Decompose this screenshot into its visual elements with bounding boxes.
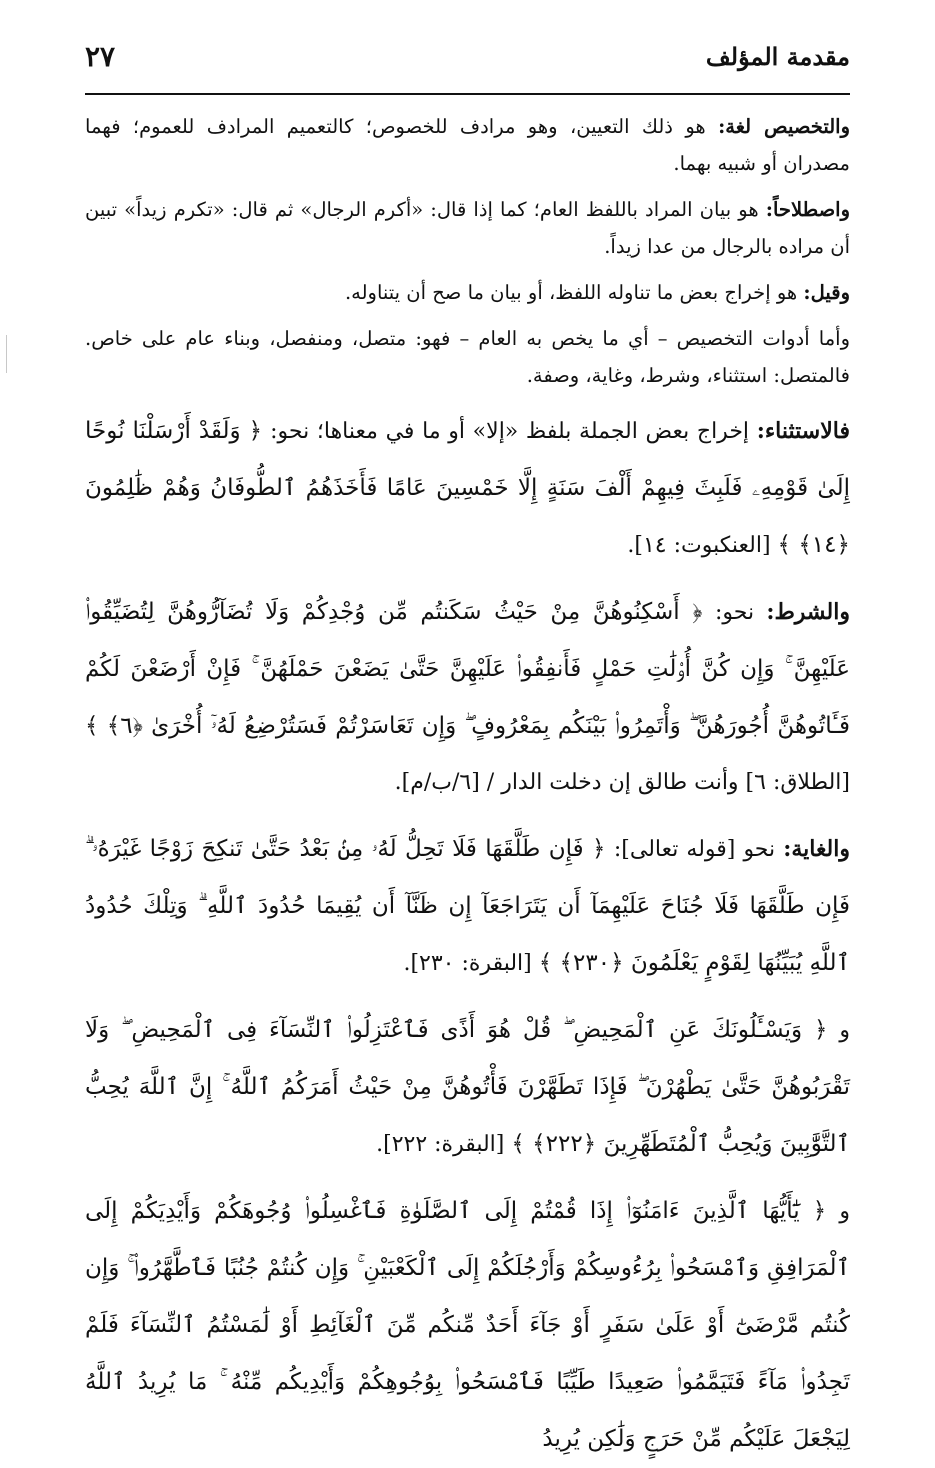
paragraph-takhsis-lugha (85, 108, 850, 182)
paragraph-text: و (839, 1018, 850, 1043)
quran-verse: ﴿ أَسْكِنُوهُنَّ مِنْ حَيْثُ سَكَنتُم مِّن وُجْدِكُمْ وَلَا تُضَآرُّوهُنَّ لِتُضَيِّقُوا۟ عَلَيْهِنَّ ۚ وَإِن كُنَّ أُو۟لَٰتِ حَمْلٍ فَأَنفِقُوا۟ عَلَيْهِنَّ حَتَّىٰ يَضَعْنَ حَمْلَهُنَّ ۚ فَإِنْ أَرْضَعْنَ لَكُمْ فَـَٔاتُوهُنَّ أُجُورَهُنَّ ۖ وَأْتَمِرُوا۟ بَيْنَكُم بِمَعْرُوفٍ ۖ وَإِن تَعَاسَرْتُمْ فَسَتُرْضِعُ لَهُۥٓ أُخْرَىٰ ﴿٦﴾ ﴾ (85, 599, 851, 739)
paragraph-text: وأما أدوات التخصيص – أي ما يخص به العام – فهو: متصل، ومنفصل، وبناء عام على خاص. فالمتصل: استثناء، وشرط، وغاية، وصفة. (85, 327, 850, 387)
quran-verse: ﴿ وَيَسْـَٔلُونَكَ عَنِ ٱلْمَحِيضِ ۖ قُلْ هُوَ أَذًى فَٱعْتَزِلُوا۟ ٱلنِّسَآءَ فِى ٱلْمَحِيضِ ۖ وَلَا تَقْرَبُوهُنَّ حَتَّىٰ يَطْهُرْنَ ۖ فَإِذَا تَطَهَّرْنَ فَأْتُوهُنَّ مِنْ حَيْثُ أَمَرَكُمُ ٱللَّهُ ۚ إِنَّ ٱللَّهَ يُحِبُّ ٱلتَّوَّٰبِينَ وَيُحِبُّ ٱلْمُتَطَهِّرِينَ ﴿٢٢٢﴾ ﴾ (85, 1017, 850, 1157)
scan-mark (6, 335, 7, 373)
paragraph-shart (85, 584, 850, 811)
term-heading: والتخصيص لغة: (718, 115, 850, 138)
term-heading: واصطلاحاً: (765, 198, 850, 221)
paragraph-text: هو ذلك التعيين، وهو مرادف للخصوص؛ كالتعميم المرادف للعموم؛ فهما مصدران أو شبيه بهما. (85, 115, 850, 175)
paragraph-istithna (85, 403, 850, 574)
paragraph-text: إخراج بعض الجملة بلفظ «إلا» أو ما في معناها؛ نحو: (270, 419, 757, 444)
verse-reference: [الطلاق: ٦] وأنت طالق إن دخلت الدار / [٦/ب/م]. (394, 770, 850, 795)
paragraph-text: هو إخراج بعض ما تناوله اللفظ، أو بيان ما صح أن يتناوله. (344, 281, 804, 304)
running-head: مقدمة المؤلف (705, 42, 850, 71)
paragraph-wudu (85, 1183, 850, 1468)
paragraph-qila (85, 274, 850, 311)
quran-verse: ﴿ وَلَقَدْ أَرْسَلْنَا نُوحًا إِلَىٰ قَوْمِهِۦ فَلَبِثَ فِيهِمْ أَلْفَ سَنَةٍ إِلَّا خَمْسِينَ عَامًا فَأَخَذَهُمُ ٱلطُّوفَانُ وَهُمْ ظَٰلِمُونَ ﴿١٤﴾ ﴾ (85, 418, 850, 558)
verse-reference: [العنكبوت: ١٤]. (627, 533, 778, 558)
paragraph-text: هو بيان المراد باللفظ العام؛ كما إذا قال: «أكرم الرجال» ثم قال: «تكرم زيداً» تبين أن مراده بالرجال من عدا زيداً. (85, 198, 850, 258)
paragraph-ghaya (85, 821, 850, 992)
quran-verse: ﴿ فَإِن طَلَّقَهَا فَلَا تَحِلُّ لَهُۥ مِنۢ بَعْدُ حَتَّىٰ تَنكِحَ زَوْجًا غَيْرَهُۥ ۗ فَإِن طَلَّقَهَا فَلَا جُنَاحَ عَلَيْهِمَآ أَن يَتَرَاجَعَآ إِن ظَنَّآ أَن يُقِيمَا حُدُودَ ٱللَّهِ ۗ وَتِلْكَ حُدُودُ ٱللَّهِ يُبَيِّنُهَا لِقَوْمٍ يَعْلَمُونَ ﴿٢٣٠﴾ ﴾ (85, 836, 850, 976)
term-heading: وقيل: (803, 281, 850, 304)
quran-verse: ﴿ يَٰٓأَيُّهَا ٱلَّذِينَ ءَامَنُوٓا۟ إِذَا قُمْتُمْ إِلَى ٱلصَّلَوٰةِ فَٱغْسِلُوا۟ وُجُوهَكُمْ وَأَيْدِيَكُمْ إِلَى ٱلْمَرَافِقِ وَٱمْسَحُوا۟ بِرُءُوسِكُمْ وَأَرْجُلَكُمْ إِلَى ٱلْكَعْبَيْنِ ۚ وَإِن كُنتُمْ جُنُبًا فَٱطَّهَّرُوا۟ ۚ وَإِن كُنتُم مَّرْضَىٰٓ أَوْ عَلَىٰ سَفَرٍ أَوْ جَآءَ أَحَدٌ مِّنكُم مِّنَ ٱلْغَآئِطِ أَوْ لَٰمَسْتُمُ ٱلنِّسَآءَ فَلَمْ تَجِدُوا۟ مَآءً فَتَيَمَّمُوا۟ صَعِيدًا طَيِّبًا فَٱمْسَحُوا۟ بِوُجُوهِكُمْ وَأَيْدِيكُم مِّنْهُ ۚ مَا يُرِيدُ ٱللَّهُ لِيَجْعَلَ عَلَيْكُم مِّنْ حَرَجٍ وَلَٰكِن يُرِيدُ (85, 1198, 850, 1452)
paragraph-adawat (85, 320, 850, 394)
header-rule (85, 93, 850, 95)
page-number: ٢٧ (85, 40, 116, 73)
paragraph-istilahan (85, 191, 850, 265)
paragraph-text: و (839, 1199, 850, 1224)
term-heading: فالاستثناء: (756, 418, 851, 444)
paragraph-text: نحو [قوله تعالى]: (613, 837, 784, 862)
paragraph-text: نحو: (714, 600, 767, 625)
verse-reference: [البقرة: ٢٣٠]. (403, 951, 539, 976)
term-heading: والشرط: (766, 599, 850, 625)
page-header (85, 40, 850, 86)
page-body (85, 108, 851, 1452)
paragraph-mahid (85, 1002, 850, 1173)
verse-reference: [البقرة: ٢٢٢]. (376, 1132, 512, 1157)
term-heading: والغاية: (783, 836, 850, 862)
